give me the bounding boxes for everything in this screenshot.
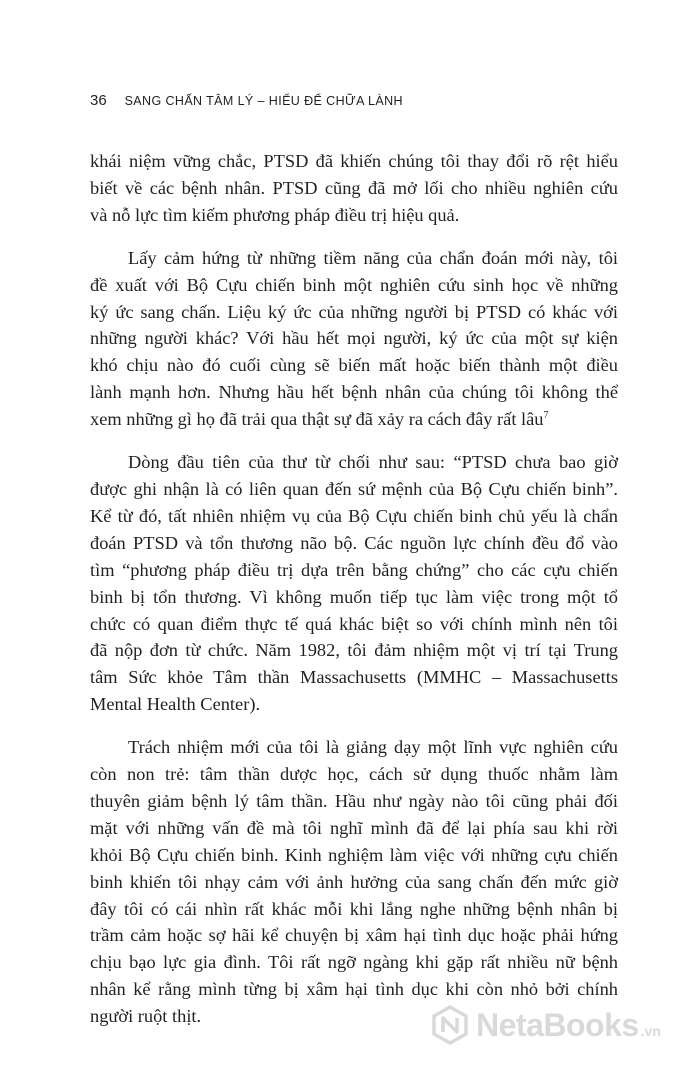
- text-line: [90, 869, 618, 896]
- paragraph: [90, 148, 618, 229]
- running-title: SANG CHẤN TÂM LÝ – HIỂU ĐỂ CHỮA LÀNH: [124, 94, 403, 108]
- text-line-content: tâm Sức khỏe Tâm thần Massachusetts (MMHC – Massachusetts: [90, 667, 618, 688]
- text-line: [90, 476, 618, 503]
- text-line: [90, 976, 618, 1003]
- text-line-content: ký ức sang chấn. Liệu ký ức của những người bị PTSD có khác với: [90, 301, 618, 322]
- text-line-content: biết về các bệnh nhân. PTSD cũng đã mở lối cho nhiều nghiên cứu: [90, 177, 618, 198]
- text-line: [90, 530, 618, 557]
- watermark-brand: NetaBooks: [476, 1006, 639, 1043]
- text-line-content: đây tôi có cái nhìn rất khác mỗi khi lắng nghe những bệnh nhân bị: [90, 898, 618, 919]
- text-line-content: đoán PTSD và tổn thương não bộ. Các nguồn lực chính đều đổ vào: [90, 532, 618, 553]
- text-line: [90, 761, 618, 788]
- watermark-suffix: .vn: [640, 1023, 661, 1039]
- text-line: [90, 202, 618, 229]
- page-number: 36: [90, 92, 107, 109]
- text-line: [90, 245, 618, 272]
- text-line-content: Lấy cảm hứng từ những tiềm năng của chẩn đoán mới này, tôi: [128, 247, 618, 268]
- text-line-content: mặt với những vấn đề mà tôi nghĩ mình đã để lại phía sau khi rời: [90, 817, 618, 838]
- text-line-content: khó chịu nào đó cuối cùng sẽ biến mất hoặc biến thành một điều: [90, 355, 618, 376]
- text-line-content: thuyên giảm bệnh lý tâm thần. Hầu như ngày nào tôi cũng phải đối: [90, 790, 618, 811]
- text-line: [90, 272, 618, 299]
- text-line-content: xem những gì họ đã trải qua thật sự đã xảy ra cách đây rất lâu: [90, 409, 544, 430]
- text-line-content: Kể từ đó, tất nhiên nhiệm vụ của Bộ Cựu chiến binh chủ yếu là chẩn: [90, 505, 618, 526]
- text-line-content: Dòng đầu tiên của thư từ chối như sau: “PTSD chưa bao giờ: [128, 452, 618, 473]
- paragraph: [90, 245, 618, 433]
- text-line: [90, 503, 618, 530]
- text-line: [90, 734, 618, 761]
- text-line-content: khái niệm vững chắc, PTSD đã khiến chúng tôi thay đổi rõ rệt hiểu: [90, 151, 618, 171]
- text-line: [90, 896, 618, 923]
- text-line: [90, 691, 618, 718]
- text-line: [90, 922, 618, 949]
- text-line-content: binh khiến tôi nhạy cảm với ảnh hưởng của sang chấn đến mức giờ: [90, 871, 618, 892]
- text-line: [90, 611, 618, 638]
- paragraph: [90, 734, 618, 1030]
- text-line-content: Trách nhiệm mới của tôi là giảng dạy một lĩnh vực nghiên cứu: [128, 737, 618, 758]
- text-line: [90, 788, 618, 815]
- footnote-marker: 7: [543, 410, 549, 422]
- text-line: [90, 664, 618, 691]
- text-line: [90, 557, 618, 584]
- text-line: [90, 379, 618, 406]
- text-line-content: và nỗ lực tìm kiếm phương pháp điều trị hiệu quả.: [90, 204, 460, 225]
- text-line: [90, 842, 618, 869]
- text-line-content: Mental Health Center).: [90, 694, 261, 715]
- text-line-content: trầm cảm hoặc sợ hãi kể chuyện bị xâm hại tình dục hoặc phải hứng: [90, 925, 618, 946]
- text-line-content: đã nộp đơn từ chức. Năm 1982, tôi đảm nhiệm một vị trí tại Trung: [90, 640, 618, 661]
- text-line-content: lành mạnh hơn. Nhưng hầu hết bệnh nhân của chúng tôi không thể: [90, 382, 618, 403]
- text-line-content: binh bị tổn thương. Vì không muốn tiếp tục làm việc trong một tổ: [90, 586, 618, 607]
- text-line-content: chịu bạo lực gia đình. Tôi rất ngỡ ngàng khi gặp rất nhiều nữ bệnh: [90, 952, 618, 973]
- text-line-content: đề xuất với Bộ Cựu chiến binh một nghiên cứu sinh học về những: [90, 274, 618, 295]
- text-line: [90, 449, 618, 476]
- text-line-content: khỏi Bộ Cựu chiến binh. Kinh nghiệm làm việc với những cựu chiến: [90, 844, 618, 865]
- text-line: [90, 949, 618, 976]
- text-line-content: người ruột thịt.: [90, 1006, 202, 1027]
- text-line: [90, 352, 618, 379]
- text-line: [90, 148, 618, 175]
- text-line: [90, 637, 618, 664]
- text-line-content: được ghi nhận là có liên quan đến sứ mệnh của Bộ Cựu chiến binh”.: [90, 478, 618, 499]
- text-line: [90, 406, 618, 433]
- paragraph: [90, 449, 618, 718]
- text-line: [90, 815, 618, 842]
- text-line: [90, 584, 618, 611]
- netabooks-logo-icon: [430, 1005, 470, 1045]
- text-line-content: còn non trẻ: tâm thần dược học, cách sử dụng thuốc nhằm làm: [90, 764, 618, 785]
- text-line: [90, 299, 618, 326]
- watermark: [430, 1005, 661, 1045]
- text-line-content: chức có quan điểm thực tế quá khác biệt so với chính mình nên tôi: [90, 613, 618, 634]
- text-line: [90, 175, 618, 202]
- body-text: [90, 148, 618, 1030]
- text-line: [90, 325, 618, 352]
- text-line-content: nhân kể rằng mình từng bị xâm hại tình dục khi còn nhỏ bởi chính: [90, 979, 618, 1000]
- text-line-content: tìm “phương pháp điều trị dựa trên bằng chứng” cho các cựu chiến: [90, 559, 618, 580]
- text-line-content: những người khác? Với hầu hết mọi người, ký ức của một sự kiện: [90, 328, 618, 349]
- running-header: [90, 92, 403, 109]
